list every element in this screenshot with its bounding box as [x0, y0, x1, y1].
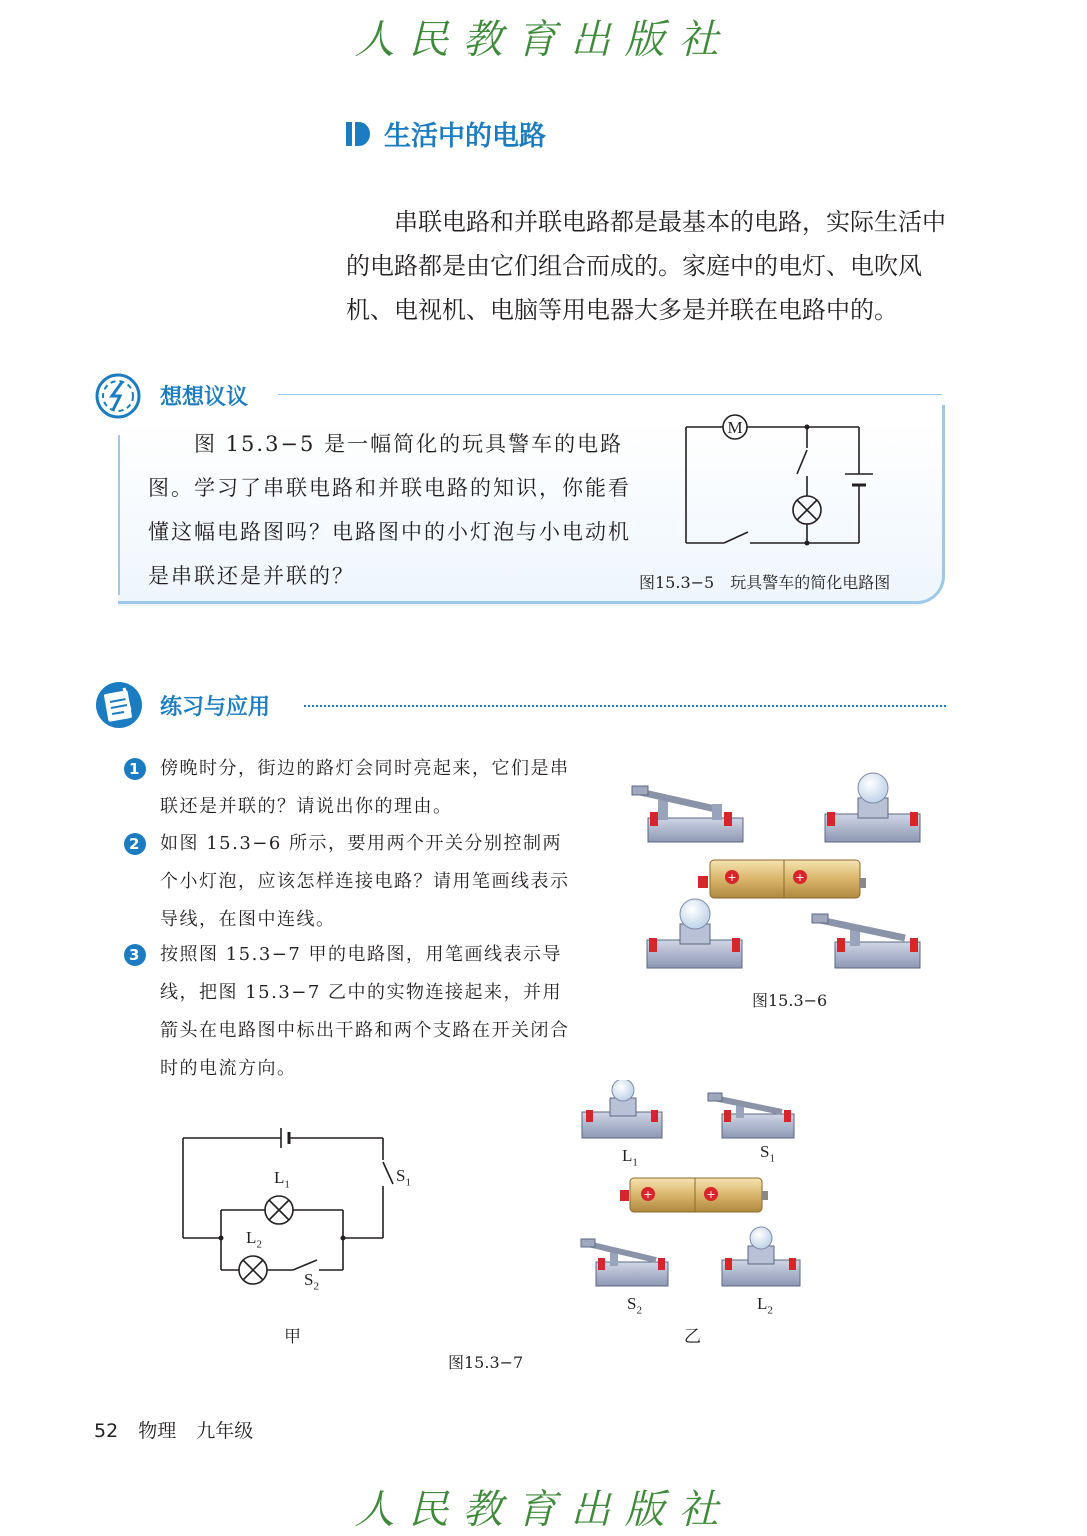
switch-component: [581, 1239, 668, 1286]
figure-15-3-6-caption: 图15.3−6: [752, 991, 828, 1010]
figure-15-3-7-left-label: 甲: [284, 1327, 301, 1347]
think-left-rule: [118, 435, 120, 595]
subject-name: 物理: [138, 1420, 177, 1442]
circuit-label-s2: $S_2$: [304, 1270, 319, 1293]
battery-component: [698, 860, 866, 898]
exercise-item-2: [124, 825, 574, 939]
exercise-item-3: [124, 936, 574, 1088]
publisher-footer: 人民教育出版社: [354, 1487, 733, 1533]
grade-name: 九年级: [196, 1420, 254, 1442]
svg-text:+: +: [706, 1188, 716, 1201]
police-car-circuit-diagram: [676, 410, 876, 560]
figure-15-3-5-caption: 图15.3−5 玩具警车的简化电路图: [639, 573, 891, 592]
switch-component: [708, 1093, 794, 1138]
circuit-label-s1: $S_1$: [396, 1166, 411, 1189]
page-footer: [94, 1416, 267, 1443]
exercise-number: 1: [124, 758, 146, 780]
exercise-number: 3: [124, 944, 146, 966]
exercise-item-1: [124, 750, 574, 826]
component-label-l2: $L_2$: [757, 1294, 773, 1317]
think-heading-rule: [278, 394, 942, 395]
junction-dot: [805, 425, 810, 430]
intro-paragraph: 串联电路和并联电路都是最基本的电路，实际生活中的电路都是由它们组合而成的。家庭中的电灯、电吹风机、电视机、电脑等用电器大多是并联在电路中的。: [346, 208, 946, 324]
svg-text:+: +: [643, 1188, 653, 1201]
exercise-text: 傍晚时分，街边的路灯会同时亮起来，它们是串联还是并联的？请说出你的理由。: [160, 758, 570, 817]
figure-15-3-6-components: [620, 770, 940, 980]
exercise-icon: [94, 680, 144, 730]
component-label-l1: $L_1$: [622, 1146, 638, 1169]
exercise-text: 如图 15.3−6 所示，要用两个开关分别控制两个小灯泡，应该怎样连接电路？请用笔画线表示导线，在图中连线。: [160, 833, 570, 930]
exercise-text: 按照图 15.3−7 甲的电路图，用笔画线表示导线，把图 15.3−7 乙中的实物连接起来，并用箭头在电路图中标出干路和两个支路在开关闭合时的电流方向。: [160, 944, 570, 1079]
figure-15-3-7-caption: 图15.3−7: [448, 1353, 524, 1372]
svg-text:+: +: [727, 871, 737, 884]
exercise-heading: 练习与应用: [160, 695, 271, 720]
junction-dot: [341, 1236, 346, 1241]
think-heading: 想想议议: [160, 385, 249, 410]
exercise-heading-rule: [304, 705, 946, 707]
section-title: [346, 114, 546, 153]
publisher-header: 人民教育出版社: [354, 17, 733, 63]
bulb-component: [825, 773, 920, 842]
exercise-number: 2: [124, 833, 146, 855]
junction-dot: [219, 1236, 224, 1241]
switch-component: [812, 914, 920, 968]
figure-15-3-7-right-label: 乙: [684, 1327, 701, 1347]
circuit-label-l2: $L_2$: [246, 1228, 262, 1251]
bulb-component: [582, 1080, 662, 1138]
page-number: 52: [94, 1420, 119, 1442]
motor-symbol: M: [727, 418, 743, 437]
component-label-s1: $S_1$: [760, 1142, 775, 1165]
figure-15-3-7-circuit-diagram: [175, 1120, 415, 1305]
junction-dot: [805, 541, 810, 546]
switch-component: [632, 786, 743, 842]
bulb-component: [722, 1227, 800, 1286]
think-text: 图 15.3−5 是一幅简化的玩具警车的电路图。学习了串联电路和并联电路的知识，你能看懂这幅电路图吗？电路图中的小灯泡与小电动机是串联还是并联的？: [148, 432, 631, 588]
section-title-text: 生活中的电路: [384, 121, 546, 152]
component-label-s2: $S_2$: [627, 1294, 642, 1317]
think-discuss-icon: [94, 372, 142, 420]
bulb-component: [647, 899, 742, 968]
svg-text:+: +: [795, 871, 805, 884]
circuit-label-l1: $L_1$: [274, 1168, 290, 1191]
figure-15-3-7-components: [578, 1080, 808, 1295]
battery-component: [620, 1178, 768, 1212]
section-marker-icon: [346, 121, 370, 147]
